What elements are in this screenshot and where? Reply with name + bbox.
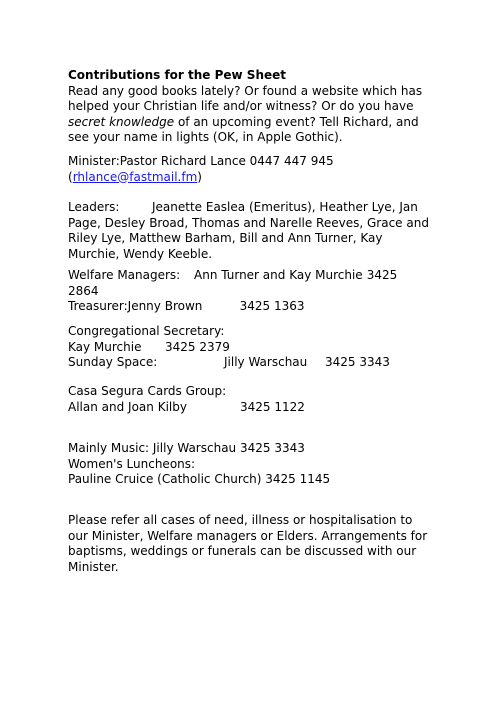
secretary-label: Congregational Secretary: xyxy=(68,324,225,338)
welfare-phone-part-2: 2864 xyxy=(68,283,99,298)
welfare-names: Ann Turner and Kay Murchie xyxy=(194,268,363,282)
leaders-line-4: Murchie, Wendy Keeble. xyxy=(68,246,213,261)
minister-section xyxy=(68,154,438,185)
closing-line-3: baptisms, weddings or funerals can be discussed with our xyxy=(68,544,417,558)
open-paren: ( xyxy=(68,169,73,184)
welfare-line xyxy=(68,268,438,284)
welfare-section xyxy=(68,268,438,315)
secretary-section xyxy=(68,324,438,371)
contributions-line-3 xyxy=(68,115,438,131)
womens-luncheons-line: Pauline Cruice (Catholic Church) 3425 1145 xyxy=(68,472,331,486)
sunday-space-name: Jilly Warschau xyxy=(224,355,308,369)
close-paren: ) xyxy=(197,169,202,184)
casa-segura-section xyxy=(68,384,438,415)
secretary-line xyxy=(68,340,438,356)
welfare-label: Welfare Managers: xyxy=(68,268,181,282)
contributions-heading: Contributions for the Pew Sheet xyxy=(68,68,287,82)
casa-segura-label: Casa Segura Cards Group: xyxy=(68,384,227,398)
minister-email-line xyxy=(68,170,438,186)
casa-segura-phone: 3425 1122 xyxy=(240,399,305,414)
closing-line-2: our Minister, Welfare managers or Elders. Arrangements for xyxy=(68,528,428,543)
secretary-name: Kay Murchie xyxy=(68,339,142,354)
secret-knowledge-text: secret knowledge xyxy=(68,114,175,129)
leaders-line-3: Riley Lye, Matthew Barham, Bill and Ann Turner, Kay xyxy=(68,231,383,245)
contributions-section xyxy=(68,68,438,146)
casa-segura-line xyxy=(68,400,438,416)
mainly-music-line: Mainly Music: Jilly Warschau 3425 3343 xyxy=(68,441,305,455)
leaders-section xyxy=(68,200,438,262)
leaders-names-1: Jeanette Easlea (Emeritus), Heather Lye, Jan xyxy=(152,200,418,214)
leaders-line-2: Page, Desley Broad, Thomas and Narelle Reeves, Grace and xyxy=(68,215,429,230)
sunday-space-phone: 3425 3343 xyxy=(325,355,390,369)
contributions-line-1: Read any good books lately? Or found a website which has xyxy=(68,83,423,98)
treasurer-phone: 3425 1363 xyxy=(239,299,305,313)
sunday-space-line xyxy=(68,355,438,371)
treasurer-name: Jenny Brown xyxy=(127,299,203,313)
music-luncheons-section xyxy=(68,441,438,488)
welfare-phone-part-1: 3425 xyxy=(366,268,398,282)
leaders-line-1 xyxy=(68,200,438,216)
minister-line xyxy=(68,154,438,170)
minister-name-phone: Pastor Richard Lance 0447 447 945 xyxy=(119,154,334,168)
womens-luncheons-label: Women's Luncheons: xyxy=(68,456,196,471)
contributions-line-4: see your name in lights (OK, in Apple Gothic). xyxy=(68,130,343,144)
leaders-label: Leaders: xyxy=(68,200,120,214)
contributions-line-3-rest: of an upcoming event? Tell Richard, and xyxy=(174,114,419,129)
minister-email-link[interactable]: rhlance@fastmail.fm xyxy=(72,169,198,184)
treasurer-label: Treasurer: xyxy=(68,299,128,313)
casa-segura-names: Allan and Joan Kilby xyxy=(68,399,187,414)
contributions-line-2: helped your Christian life and/or witness? Or do you have xyxy=(68,99,414,113)
secretary-phone: 3425 2379 xyxy=(165,339,230,354)
minister-label: Minister: xyxy=(68,154,120,168)
closing-paragraph xyxy=(68,513,438,575)
sunday-space-label: Sunday Space: xyxy=(68,355,158,369)
treasurer-line xyxy=(68,299,438,315)
closing-line-1: Please refer all cases of need, illness or hospitalisation to xyxy=(68,513,413,527)
closing-line-4: Minister. xyxy=(68,559,119,574)
